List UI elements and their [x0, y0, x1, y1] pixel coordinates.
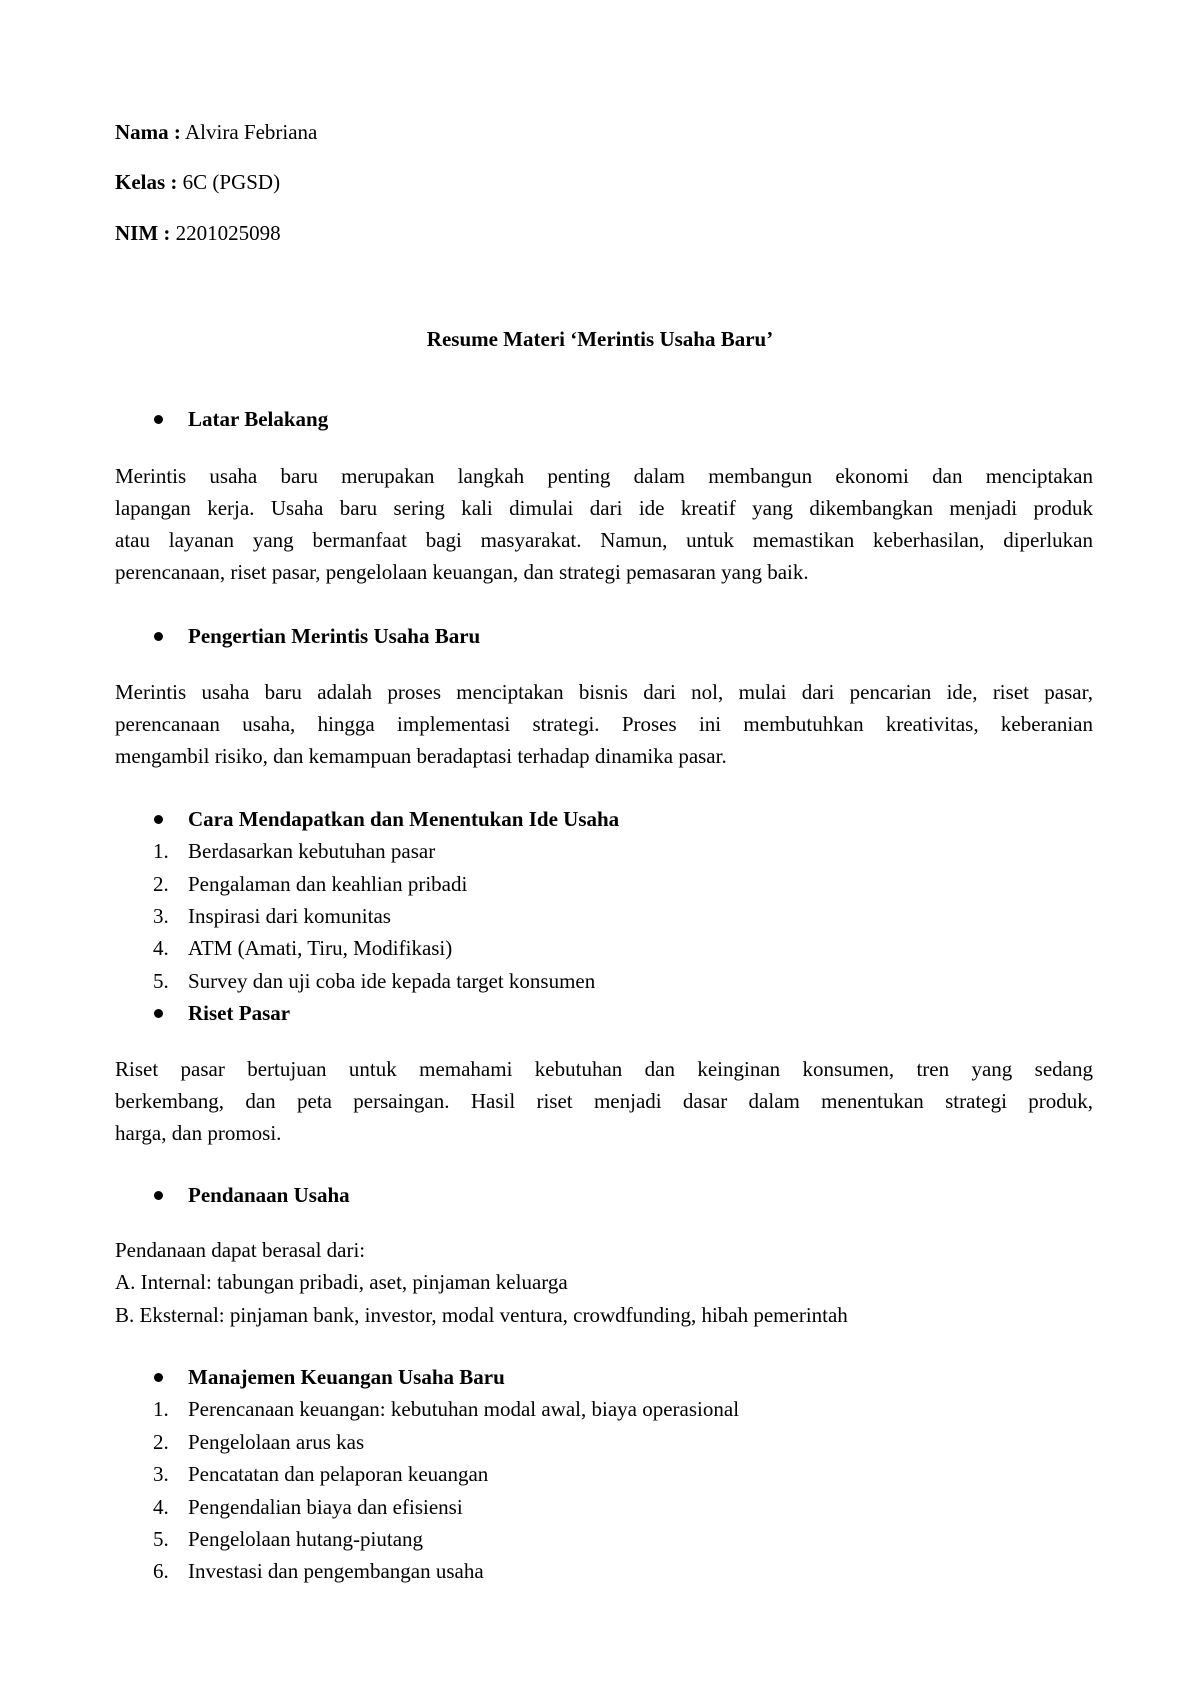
nama-value: Alvira Febriana [185, 120, 318, 144]
bullet-icon [154, 1191, 163, 1200]
nim-line [115, 223, 281, 244]
paragraph-line: berkembang, dan peta persaingan. Hasil riset menjadi dasar dalam menentukan strategi produk, [115, 1089, 1093, 1113]
paragraph-line: Merintis usaha baru adalah proses menciptakan bisnis dari nol, mulai dari pencarian ide, riset pasar, [115, 680, 1093, 704]
list-number: 5. [153, 969, 169, 993]
paragraph-line: perencanaan usaha, hingga implementasi strategi. Proses ini membutuhkan kreativitas, keberanian [115, 712, 1093, 736]
kelas-value: 6C (PGSD) [182, 170, 281, 194]
list-number: 4. [153, 1495, 169, 1519]
heading-riset-pasar: Riset Pasar [188, 1001, 291, 1025]
kelas-line [115, 172, 280, 193]
heading-pengertian: Pengertian Merintis Usaha Baru [188, 624, 481, 648]
list-item: Pengelolaan arus kas [188, 1430, 365, 1454]
nim-value: 2201025098 [175, 221, 281, 245]
list-item: Berdasarkan kebutuhan pasar [188, 839, 436, 863]
bullet-icon [154, 815, 163, 824]
paragraph-line: A. Internal: tabungan pribadi, aset, pinjaman keluarga [115, 1270, 568, 1294]
list-number: 3. [153, 904, 169, 928]
list-item: Inspirasi dari komunitas [188, 904, 391, 928]
bullet-icon [154, 1009, 163, 1018]
paragraph-line: lapangan kerja. Usaha baru sering kali dimulai dari ide kreatif yang dikembangkan menjadi produk [115, 496, 1093, 520]
heading-ide-usaha: Cara Mendapatkan dan Menentukan Ide Usaha [188, 807, 620, 831]
list-item: Survey dan uji coba ide kepada target konsumen [188, 969, 596, 993]
paragraph-line: harga, dan promosi. [115, 1121, 282, 1145]
paragraph-line: Merintis usaha baru merupakan langkah penting dalam membangun ekonomi dan menciptakan [115, 464, 1093, 488]
list-number: 2. [153, 1430, 169, 1454]
paragraph-line: atau layanan yang bermanfaat bagi masyarakat. Namun, untuk memastikan keberhasilan, diperlukan [115, 528, 1093, 552]
list-number: 1. [153, 1397, 169, 1421]
list-number: 3. [153, 1462, 169, 1486]
heading-pendanaan: Pendanaan Usaha [188, 1183, 350, 1207]
list-item: Pengalaman dan keahlian pribadi [188, 872, 468, 896]
nama-label: Nama : [115, 120, 181, 144]
bullet-icon [154, 415, 163, 424]
document-title: Resume Materi ‘Merintis Usaha Baru’ [426, 327, 774, 351]
paragraph-line: perencanaan, riset pasar, pengelolaan keuangan, dan strategi pemasaran yang baik. [115, 560, 809, 584]
paragraph-line: mengambil risiko, dan kemampuan beradaptasi terhadap dinamika pasar. [115, 744, 727, 768]
list-item: Investasi dan pengembangan usaha [188, 1559, 484, 1583]
kelas-label: Kelas : [115, 170, 178, 194]
nama-line [115, 122, 317, 143]
list-item: ATM (Amati, Tiru, Modifikasi) [188, 936, 453, 960]
paragraph-line: Riset pasar bertujuan untuk memahami kebutuhan dan keinginan konsumen, tren yang sedang [115, 1057, 1093, 1081]
heading-manajemen-keuangan: Manajemen Keuangan Usaha Baru [188, 1365, 505, 1389]
list-item: Pengendalian biaya dan efisiensi [188, 1495, 463, 1519]
paragraph-line: B. Eksternal: pinjaman bank, investor, modal ventura, crowdfunding, hibah pemerintah [115, 1303, 848, 1327]
list-number: 6. [153, 1559, 169, 1583]
list-item: Perencanaan keuangan: kebutuhan modal awal, biaya operasional [188, 1397, 740, 1421]
list-number: 1. [153, 839, 169, 863]
nim-label: NIM : [115, 221, 171, 245]
bullet-icon [154, 1373, 163, 1382]
list-item: Pengelolaan hutang-piutang [188, 1527, 424, 1551]
heading-latar-belakang: Latar Belakang [188, 407, 329, 431]
list-number: 5. [153, 1527, 169, 1551]
list-number: 2. [153, 872, 169, 896]
paragraph-line: Pendanaan dapat berasal dari: [115, 1238, 366, 1262]
bullet-icon [154, 632, 163, 641]
list-item: Pencatatan dan pelaporan keuangan [188, 1462, 489, 1486]
list-number: 4. [153, 936, 169, 960]
